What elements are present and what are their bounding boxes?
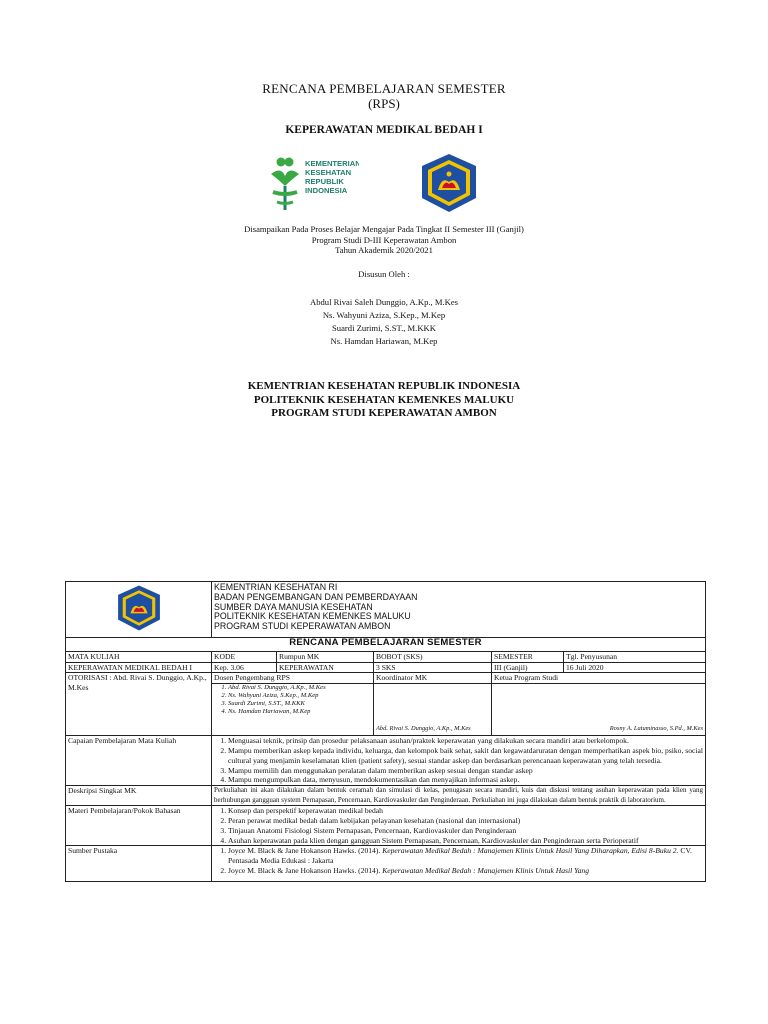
author-list xyxy=(0,296,768,348)
cpmk-item: 4. Mampu mengumpulkan data, menyusun, mendokumentasikan dan menyajikan informasi askep. xyxy=(228,775,703,785)
materi-item: 1. Konsep dan perspektif keperawatan medikal bedah xyxy=(228,806,703,816)
pustaka-author: Joyce M. Black & Jane Hokanson Hawks. (2014). xyxy=(228,865,381,875)
col-value: KEPERAWATAN xyxy=(277,662,374,673)
kemenkes-logo xyxy=(267,152,359,214)
dosen-name: 2. Ns. Wahyuni Aziza, S.Kep., M.Kep xyxy=(228,692,371,700)
document-title-abbr: (RPS) xyxy=(368,96,400,111)
pustaka-title: Keperawatan Medikal Bedah : Manajemen Klinis Untuk Hasil Yang xyxy=(382,865,590,875)
kemenkes-line-3: REPUBLIK xyxy=(305,177,344,186)
rps-table-title: RENCANA PEMBELAJARAN SEMESTER xyxy=(66,637,706,651)
koordinator-label: Koordinator MK xyxy=(374,673,492,684)
cpmk-cell xyxy=(212,736,706,786)
koordinator-name: Abd. Rivai S. Dunggio, A.Kp., M.Kes xyxy=(376,725,471,733)
ketua-signature-cell xyxy=(492,684,706,736)
materi-cell xyxy=(212,806,706,846)
kemenkes-line-4: INDONESIA xyxy=(305,186,348,195)
header-line: POLITEKNIK KESEHATAN KEMENKES MALUKU xyxy=(214,611,411,622)
header-line: KEMENTRIAN KESEHATAN RI xyxy=(214,582,338,592)
info-line: Tahun Akademik 2020/2021 xyxy=(335,245,433,255)
header-line: SUMBER DAYA MANUSIA KESEHATAN xyxy=(214,601,373,612)
subject-title: KEPERAWATAN MEDIKAL BEDAH I xyxy=(285,124,483,136)
dosen-list-cell xyxy=(212,684,374,736)
cpmk-item: 1. Menguasai teknik, prinsip dan prosedur pelaksanaan asuhan/praktek keperawatan yang dilakukan secara mandiri atau berkelompok. xyxy=(228,736,703,746)
ketua-label: Ketua Program Studi xyxy=(492,673,706,684)
col-header: BOBOT (SKS) xyxy=(374,651,492,662)
table-header-text xyxy=(212,582,706,638)
cpmk-label: Capaian Pembelajaran Mata Kuliah xyxy=(66,736,212,786)
materi-label: Materi Pembelajaran/Pokok Bahasan xyxy=(66,806,212,846)
dosen-name: 3. Suardi Zurimi, S.ST., M.KKK xyxy=(228,700,371,708)
info-block xyxy=(0,224,768,256)
col-value: 16 Juli 2020 xyxy=(564,662,706,673)
institution-line: POLITEKNIK KESEHATAN KEMENKES MALUKU xyxy=(253,393,515,406)
institution-line: PROGRAM STUDI KEPERAWATAN AMBON xyxy=(271,407,497,419)
col-value: 3 SKS xyxy=(374,662,492,673)
deskripsi-text: Perkuliahan ini akan dilakukan dalam bentuk ceramah dan simulasi di kelas, penugasan secara mandiri, kuis dan diskusi tentang asuhan keperawatan pada klien yang berhubungan gangguan system Pernapasan, Pencernaan, Kardiovaskuler dan Penginderaan. Perkuliahan ini juga dilakukan dalam bentuk praktik di laboratorium. xyxy=(212,786,706,806)
col-header: KODE xyxy=(212,651,277,662)
rps-table xyxy=(65,581,706,882)
col-value: Kep. 3.06 xyxy=(212,662,277,673)
dosen-label: Dosen Pengembang RPS xyxy=(212,673,374,684)
author-name: Ns. Hamdan Hariawan, M.Kep xyxy=(330,336,438,346)
materi-item: 3. Tinjauan Anatomi Fisiologi Sistem Pernapasan, Pencernaan, Kardiovaskuler dan Penginderaan xyxy=(228,826,703,836)
cpmk-item: 3. Mampu memilih dan menggunakan peralatan dalam memberikan askep sesuai dengan standar askep xyxy=(228,766,703,776)
col-value: III (Ganjil) xyxy=(492,662,564,673)
author-name: Suardi Zurimi, S.ST., M.KKK xyxy=(332,323,436,333)
cpmk-item: 2. Mampu memberikan askep kepada individu, keluarga, dan kelompok baik sehat, sakit dan kegawatdaruratan dengan memperhatikan aspek bio, psiko, social cultural yang menjamin keselamatan klien (patient safety), sesuai standar askep dan berdasarkan perencanaan keperawatan yang telah tersedia. xyxy=(228,746,703,766)
dosen-name: 1. Abd. Rivai S. Dunggio, A.Kp., M.Kes xyxy=(228,684,371,692)
col-header: Tgl. Penyusunan xyxy=(564,651,706,662)
header-line: BADAN PENGEMBANGAN DAN PEMBERDAYAAN xyxy=(214,591,418,602)
materi-item: 4. Asuhan keperawatan pada klien dengan gangguan Sistem Pernapasan, Pencernaan, Kardiovaskuler dan Penginderaan serta Perioperatif xyxy=(228,836,703,846)
pustaka-item xyxy=(228,846,703,866)
col-header: SEMESTER xyxy=(492,651,564,662)
pustaka-author: Joyce M. Black & Jane Hokanson Hawks. (2014). xyxy=(228,846,381,856)
author-name: Ns. Wahyuni Aziza, S.Kep., M.Kep xyxy=(322,310,446,320)
dosen-name: 4. Ns. Hamdan Hariawan, M.Kep xyxy=(228,708,371,716)
institution-line: KEMENTRIAN KESEHATAN REPUBLIK INDONESIA xyxy=(247,380,521,392)
koordinator-signature-cell xyxy=(374,684,492,736)
ketua-name: Rosny A. Latuminasso, S.Pd., M.Kes xyxy=(609,725,703,733)
document-title: RENCANA PEMBELAJARAN SEMESTER xyxy=(262,81,506,96)
kemenkes-line-1: KEMENTERIAN xyxy=(305,159,359,168)
deskripsi-label: Deskripsi Singkat MK xyxy=(66,786,212,806)
pustaka-cell xyxy=(212,846,706,882)
otorisasi-cell: OTORISASI : Abd. Rivai S. Dunggio, A.Kp., M.Kes xyxy=(66,673,212,736)
info-line: Disampaikan Pada Proses Belajar Mengajar Pada Tingkat II Semester III (Ganjil) xyxy=(244,224,524,234)
table-logo-cell xyxy=(66,582,212,638)
poltekkes-logo xyxy=(418,152,480,214)
poltekkes-small-logo-icon xyxy=(113,584,165,632)
institution-block xyxy=(0,380,768,421)
materi-item: 2. Peran perawat medikal bedah dalam kebijakan pelayanan kesehatan (nasional dan internasional) xyxy=(228,816,703,826)
col-header: Rumpun MK xyxy=(277,651,374,662)
author-name: Abdul Rivai Saleh Dunggio, A.Kp., M.Kes xyxy=(310,297,458,307)
kemenkes-emblem-icon xyxy=(271,158,299,211)
col-header: MATA KULIAH xyxy=(66,651,212,662)
disusun-label: Disusun Oleh : xyxy=(358,269,410,279)
pustaka-item xyxy=(228,866,703,876)
kemenkes-line-2: KESEHATAN xyxy=(305,168,352,177)
pustaka-label: Sumber Pustaka xyxy=(66,846,212,882)
col-value: KEPERAWATAN MEDIKAL BEDAH I xyxy=(66,662,212,673)
header-line: PROGRAM STUDI KEPERAWATAN AMBON xyxy=(214,621,391,632)
pustaka-publisher: CV. Pentasada Media Edukasi : Jakarta xyxy=(228,846,692,866)
pustaka-title: Keperawatan Medikal Bedah : Manajemen Klinis Untuk Hasil Yang Diharapkan, Edisi 8-Buku 2. xyxy=(382,846,679,856)
info-line: Program Studi D-III Keperawatan Ambon xyxy=(311,234,457,245)
